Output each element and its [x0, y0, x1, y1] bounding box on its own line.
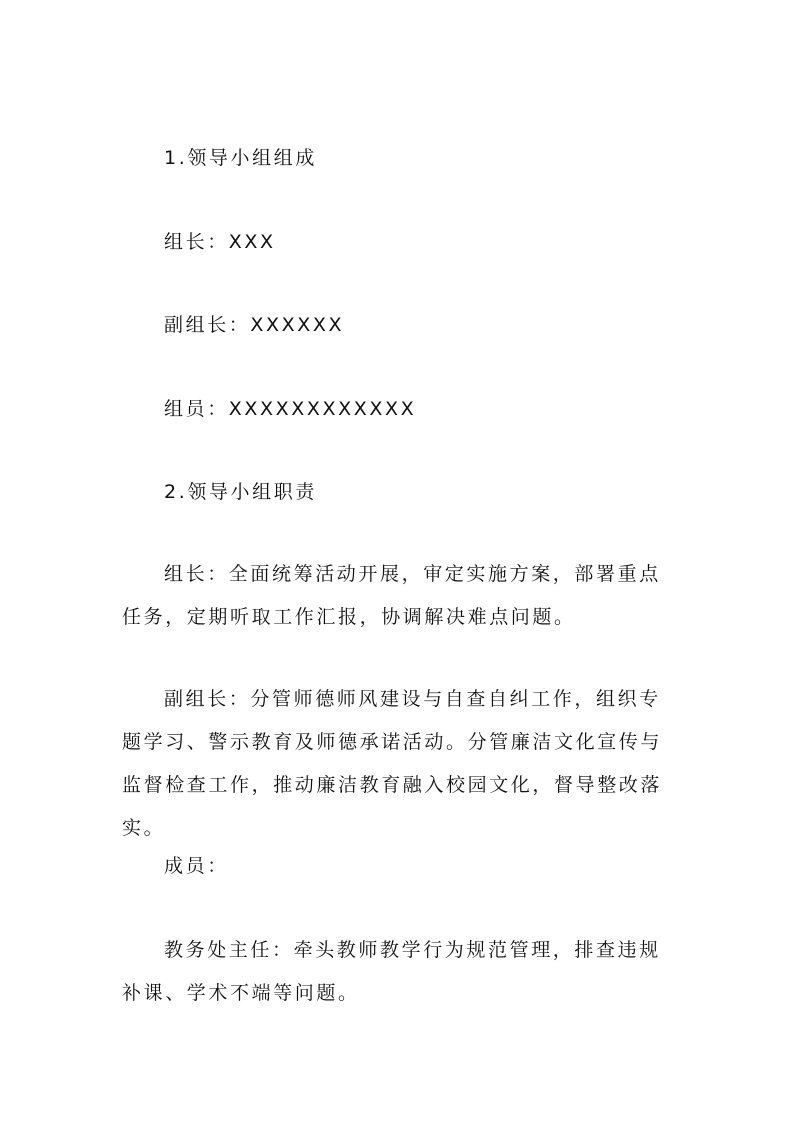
- section-heading-group-duties: 2.领导小组职责: [164, 481, 317, 503]
- group-leader-line: 组长：XXX: [164, 231, 276, 253]
- deputy-leader-line: 副组长：XXXXXX: [164, 314, 345, 336]
- section-heading-group-composition: 1.领导小组组成: [164, 147, 317, 169]
- leader-duties-paragraph: 组长：全面统筹活动开展，审定实施方案，部署重点任务，定期听取工作汇报，协调解决难点问题。: [122, 563, 661, 628]
- academic-affairs-director-duties-paragraph: 教务处主任：牵头教师教学行为规范管理，排查违规补课、学术不端等问题。: [122, 939, 661, 1004]
- members-heading: 成员：: [164, 855, 229, 877]
- group-members-line: 组员：XXXXXXXXXXXX: [164, 398, 417, 420]
- deputy-leader-duties-paragraph: 副组长：分管师德师风建设与自查自纠工作，组织专题学习、警示教育及师德承诺活动。分管廉洁文化宣传与监督检查工作，推动廉洁教育融入校园文化，督导整改落实。: [122, 688, 663, 839]
